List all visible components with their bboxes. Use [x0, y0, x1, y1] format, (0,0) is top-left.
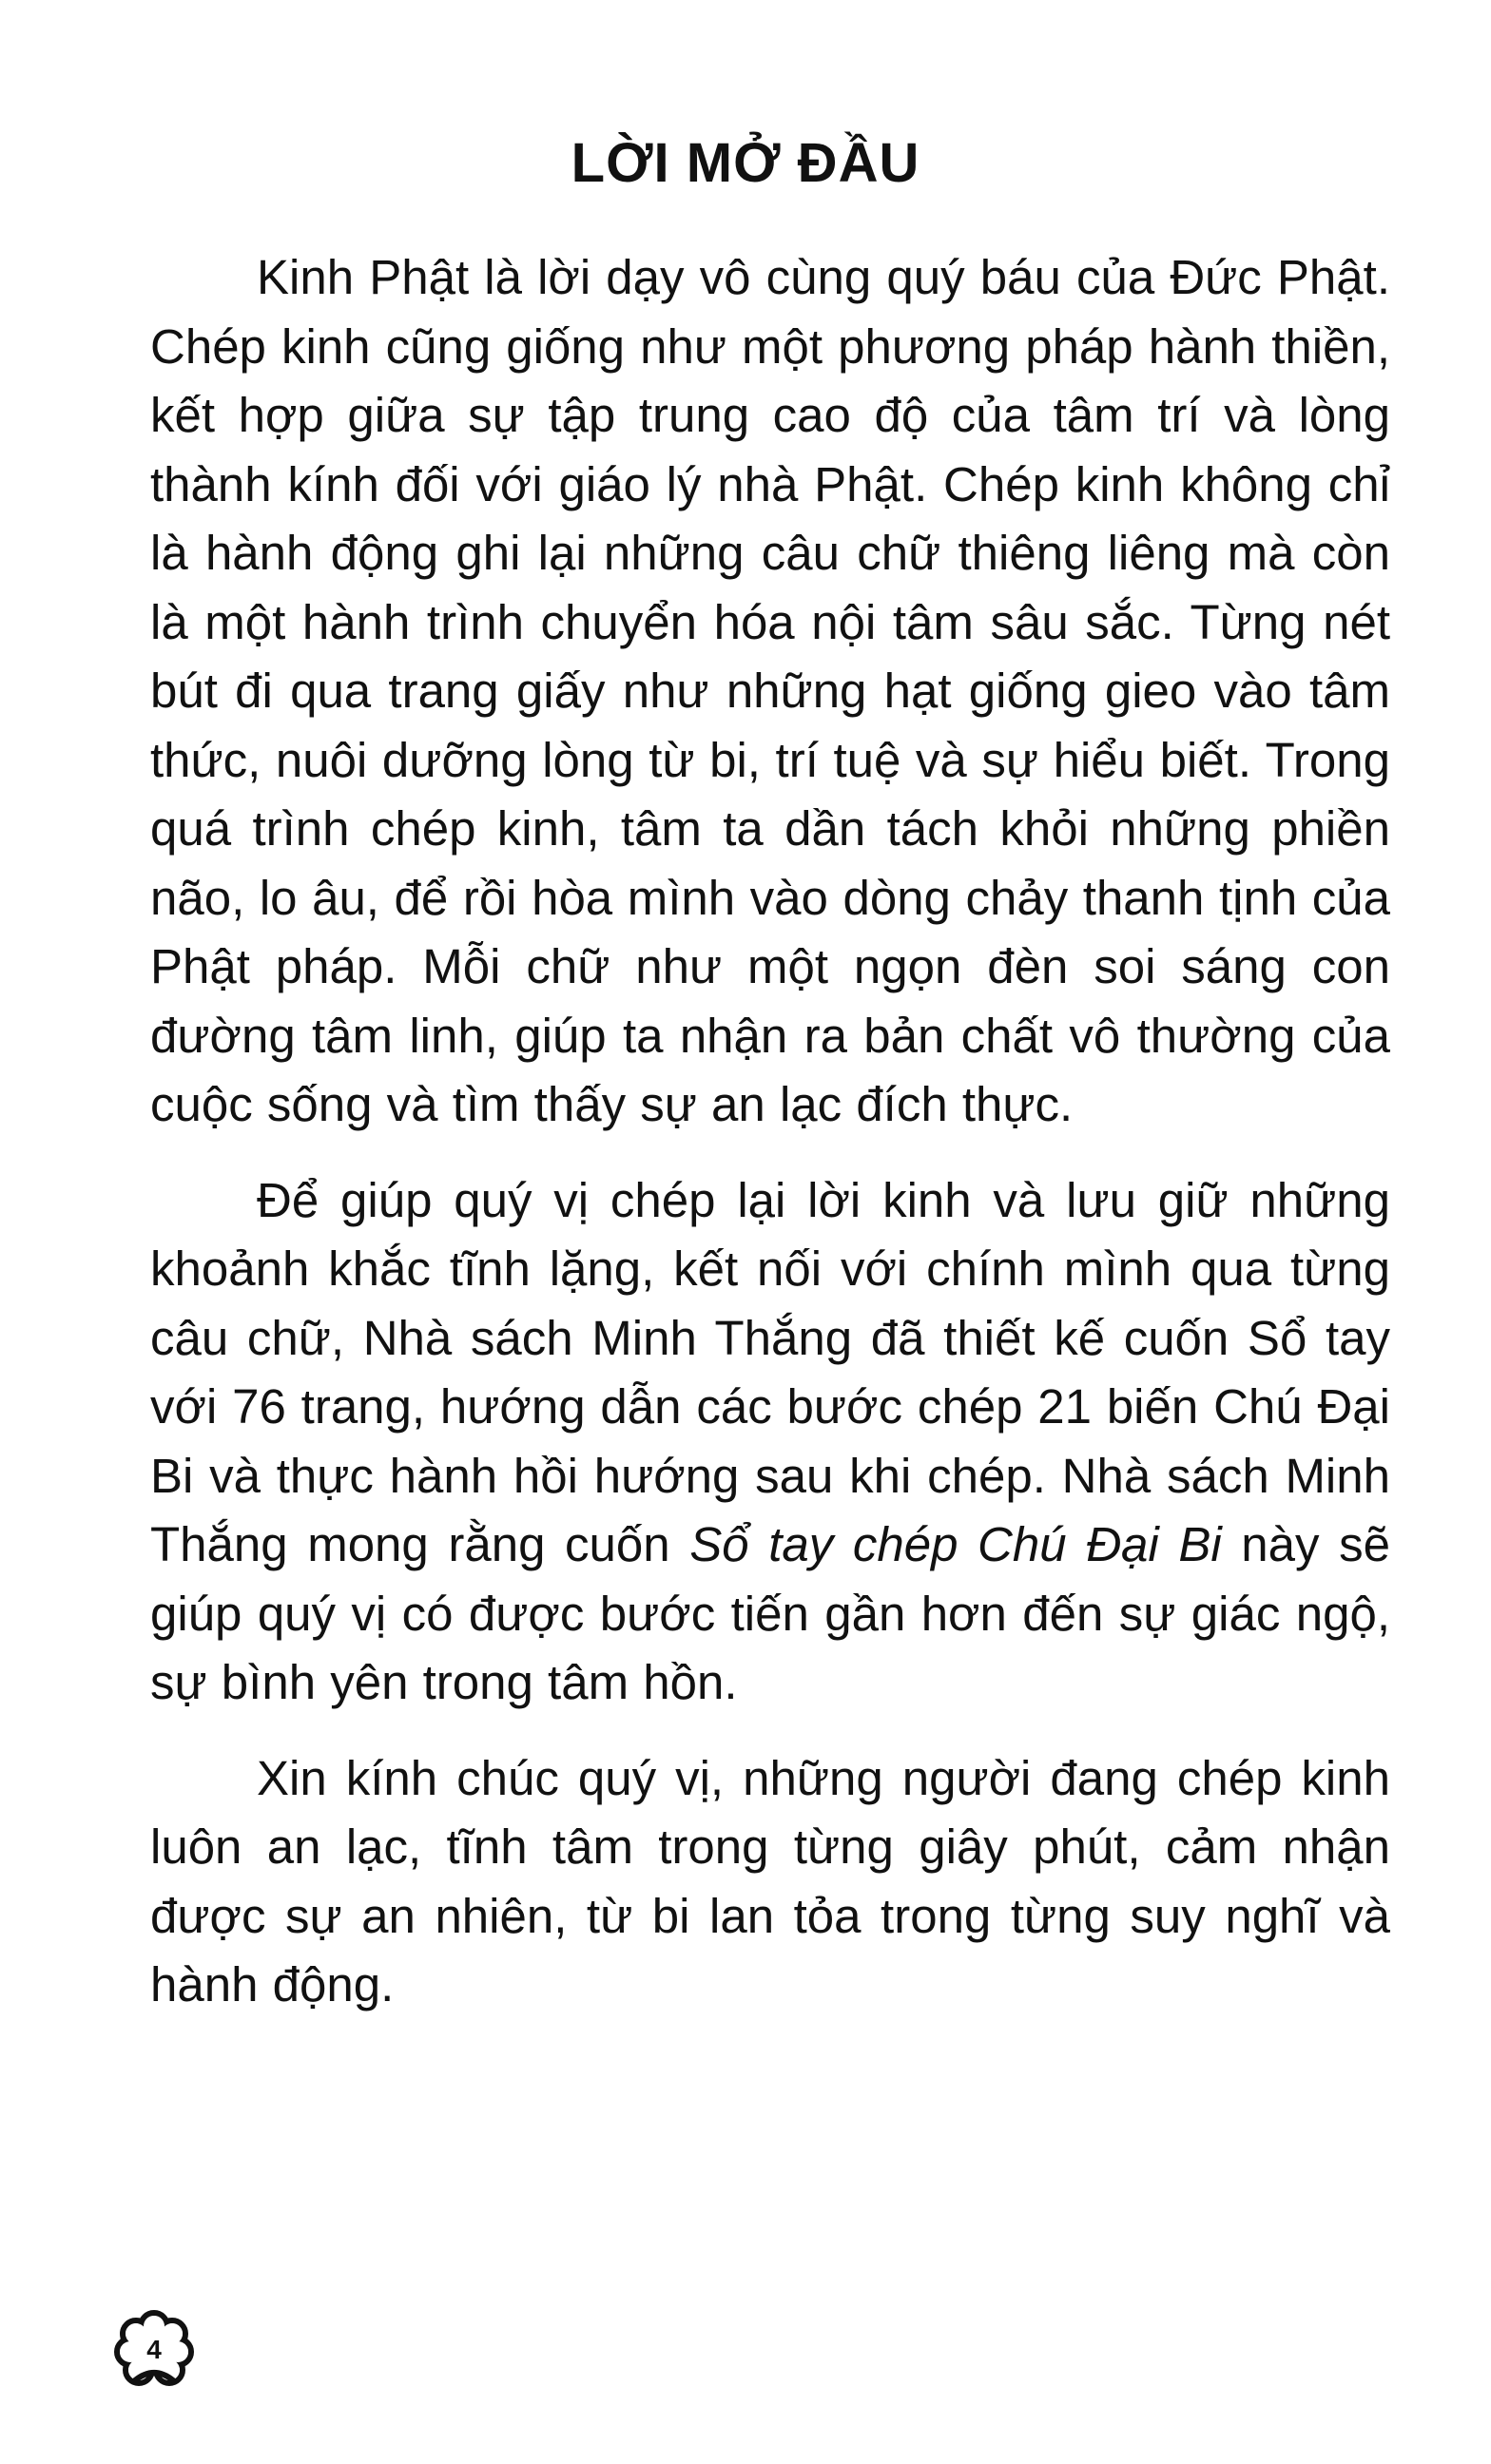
paragraph-notebook-text-after: này sẽ giúp quý vị có được bước tiến gần hơn đến sự giác ngộ, sự bình yên trong tâm hồn. — [150, 1517, 1390, 1709]
book-title-italic: Sổ tay chép Chú Đại Bi — [689, 1517, 1222, 1571]
paragraph-notebook — [150, 1166, 1390, 1718]
paragraph-intro: Kinh Phật là lời dạy vô cùng quý báu của Đức Phật. Chép kinh cũng giống như một phương pháp hành thiền, kết hợp giữa sự tập trung cao độ của tâm trí và lòng thành kính đối với giáo lý nhà Phật. Chép kinh không chỉ là hành động ghi lại những câu chữ thiêng liêng mà còn là một hành trình chuyển hóa nội tâm sâu sắc. Từng nét bút đi qua trang giấy như những hạt giống gieo vào tâm thức, nuôi dưỡng lòng từ bi, trí tuệ và sự hiểu biết. Trong quá trình chép kinh, tâm ta dần tách khỏi những phiền não, lo âu, để rồi hòa mình vào dòng chảy thanh tịnh của Phật pháp. Mỗi chữ như một ngọn đèn soi sáng con đường tâm linh, giúp ta nhận ra bản chất vô thường của cuộc sống và tìm thấy sự an lạc đích thực. — [150, 250, 1390, 1131]
page-number: 4 — [146, 2335, 162, 2364]
page-title: LỜI MỞ ĐẦU — [571, 132, 920, 194]
paragraph-blessing: Xin kính chúc quý vị, những người đang chép kinh luôn an lạc, tĩnh tâm trong từng giây phút, cảm nhận được sự an nhiên, từ bi lan tỏa trong từng suy nghĩ và hành động. — [150, 1750, 1390, 2012]
page-number-mark — [114, 2310, 194, 2390]
body-text — [150, 243, 1390, 2020]
paragraph-notebook-text-before: Để giúp quý vị chép lại lời kinh và lưu giữ những khoảnh khắc tĩnh lặng, kết nối với chính mình qua từng câu chữ, Nhà sách Minh Thắng đã thiết kế cuốn Sổ tay với 76 trang, hướng dẫn các bước chép 21 biến Chú Đại Bi và thực hành hồi hướng sau khi chép. Nhà sách Minh Thắng mong rằng cuốn — [150, 1172, 1390, 1571]
